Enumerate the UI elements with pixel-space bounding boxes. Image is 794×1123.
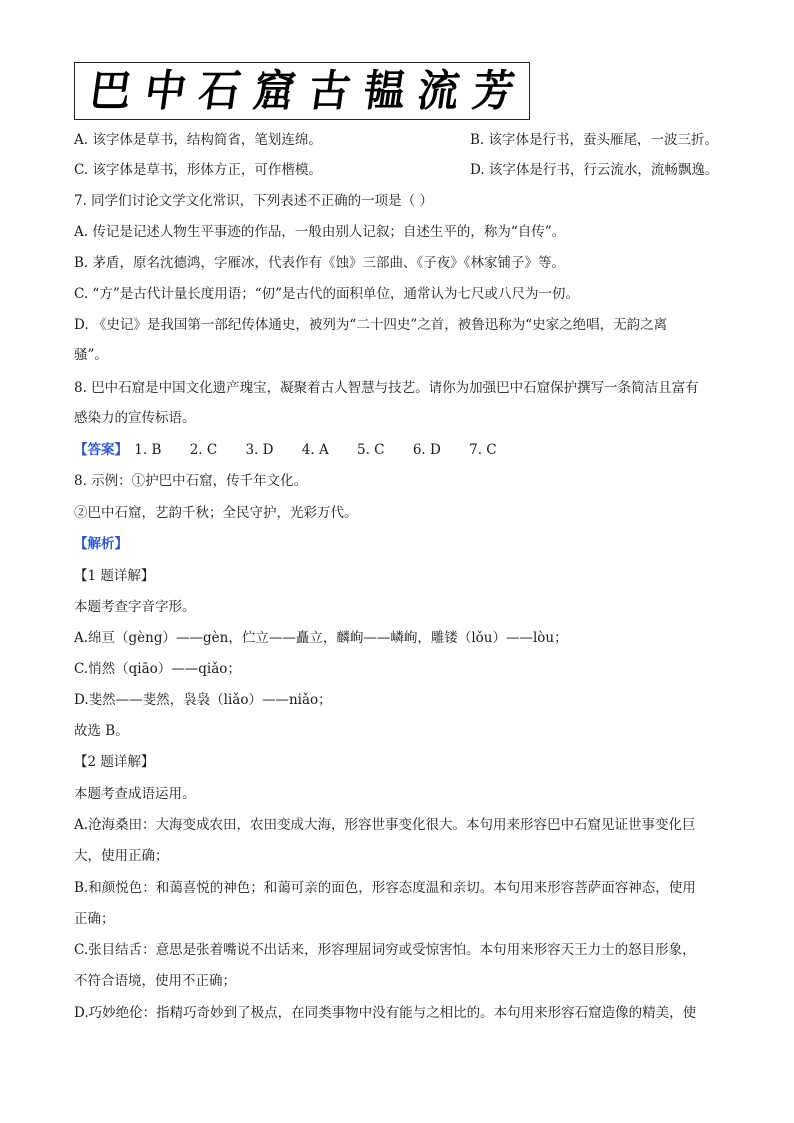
detail-1-text: C.悄然（qiāo）——qiǎo； [74, 661, 241, 677]
detail-2-text: C.张目结舌：意思是张着嘴说不出话来，形容理屈词穷或受惊害怕。本句用来形容天王力士的怒目形象， [74, 942, 696, 958]
answer-8-line1: 8. 示例：①护巴中石窟，传千年文化。 [74, 473, 308, 489]
detail-2-text: B.和颜悦色：和蔼喜悦的神色；和蔼可亲的面色，形容态度温和亲切。本句用来形容菩萨面容神态，使用 [74, 880, 696, 896]
answer-row [74, 440, 734, 460]
q7-option-d-cont: 骚”。 [74, 347, 108, 363]
q7-option-a: A. 传记是记述人物生平事迹的作品，一般由别人记叙；自述生平的，称为“自传”。 [74, 224, 566, 240]
answer-item: 4. A [301, 442, 329, 458]
calligraphy-char: 古 [305, 65, 354, 116]
answer-tag: 【答案】 [74, 442, 128, 458]
answer-item: 5. C [357, 442, 385, 458]
detail-2-text: 不符合语境，使用不正确； [74, 973, 236, 989]
detail-1-text: D.斐然——斐然，袅袅（liǎo）——niǎo； [74, 692, 332, 708]
detail-2-text: D.巧妙绝伦：指精巧奇妙到了极点，在同类事物中没有能与之相比的。本句用来形容石窟造像的精美，使 [74, 1005, 697, 1021]
detail-1-text: 故选 B。 [74, 723, 129, 739]
detail-2-text: A.沧海桑田：大海变成农田，农田变成大海，形容世事变化很大。本句用来形容巴中石窟见证世事变化巨 [74, 817, 696, 833]
calligraphy-char: 石 [195, 65, 244, 116]
answer-item: 3. D [245, 442, 274, 458]
calligraphy-char: 中 [141, 65, 190, 116]
q7-option-b: B. 茅盾，原名沈德鸿，字雁冰，代表作有《蚀》三部曲、《子夜》《林家铺子》等。 [74, 255, 566, 271]
calligraphy-char: 流 [414, 65, 463, 116]
detail-heading-1: 【1 题详解】 [74, 568, 155, 584]
q6-option-d: D. 该字体是行书，行云流水，流畅飘逸。 [470, 162, 719, 178]
detail-2-text: 本题考查成语运用。 [74, 786, 196, 802]
detail-heading-2: 【2 题详解】 [74, 754, 155, 770]
calligraphy-char: 巴 [86, 65, 135, 116]
q6-option-a: A. 该字体是草书，结构简省，笔划连绵。 [74, 132, 322, 148]
q6-option-b: B. 该字体是行书，蚕头雁尾，一波三折。 [470, 132, 719, 148]
calligraphy-image [74, 62, 530, 120]
q8-stem-cont: 感染力的宣传标语。 [74, 410, 196, 426]
analysis-tag: 【解析】 [74, 536, 128, 552]
q7-option-c: C. “方”是古代计量长度用语；“仞”是古代的面积单位，通常认为七尺或八尺为一仞。 [74, 286, 580, 302]
q7-option-d: D. 《史记》是我国第一部纪传体通史，被列为“二十四史”之首，被鲁迅称为“史家之绝唱，无韵之离 [74, 317, 668, 333]
q6-option-row [74, 130, 734, 150]
detail-1-text: A.绵亘（gèng）——gèn，伫立——矗立，麟峋——嶙峋，雕镂（lǒu）——lòu； [74, 630, 568, 646]
answer-item: 7. C [469, 442, 497, 458]
calligraphy-char: 芳 [469, 65, 518, 116]
q6-option-c: C. 该字体是草书，形体方正，可作楷模。 [74, 162, 322, 178]
answer-item: 6. D [412, 442, 441, 458]
answer-8-line2: ②巴中石窟，艺韵千秋；全民守护，光彩万代。 [74, 505, 358, 521]
answer-item: 2. C [189, 442, 218, 458]
calligraphy-char: 窟 [250, 65, 299, 116]
detail-1-text: 本题考查字音字形。 [74, 599, 196, 615]
detail-2-text: 大，使用正确； [74, 848, 169, 864]
detail-2-text: 正确； [74, 911, 115, 927]
q6-option-row [74, 160, 734, 180]
q7-stem: 7. 同学们讨论文学文化常识，下列表述不正确的一项是（ ） [74, 193, 433, 209]
answer-item: 1. B [134, 442, 162, 458]
calligraphy-char: 韫 [360, 65, 409, 116]
q8-stem: 8. 巴中石窟是中国文化遗产瑰宝，凝聚着古人智慧与技艺。请你为加强巴中石窟保护撰写一条简洁且富有 [74, 380, 699, 396]
